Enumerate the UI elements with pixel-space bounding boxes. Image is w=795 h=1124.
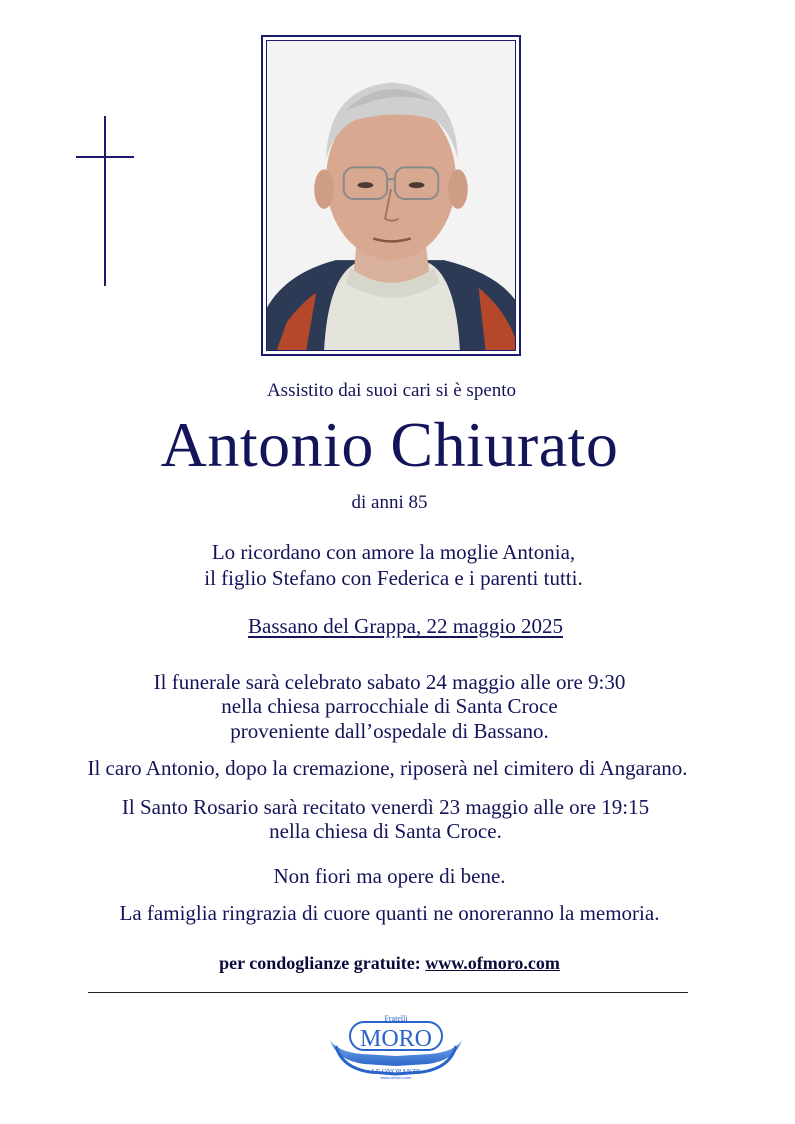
funeral-line: proveniente dall’ospedale di Bassano. xyxy=(230,719,549,743)
place-date-text: Bassano del Grappa, 22 maggio 2025 xyxy=(248,614,563,638)
rosary-line: Il Santo Rosario sarà recitato venerdì 23 maggio alle ore 19:15 xyxy=(121,795,650,819)
intro-text: Assistito dai suoi cari si è spento xyxy=(266,380,517,401)
divider xyxy=(88,992,688,993)
condolences-link[interactable]: www.ofmoro.com xyxy=(425,953,560,973)
place-date xyxy=(8,614,795,639)
condolences-line xyxy=(0,953,787,974)
fratelli-moro-logo xyxy=(326,1012,466,1080)
age-text: di anni 85 xyxy=(351,492,428,513)
cross-icon xyxy=(76,116,134,286)
burial-text: Il caro Antonio, dopo la cremazione, riposerà nel cimitero di Angarano. xyxy=(87,756,688,780)
hands-icon xyxy=(326,1012,466,1080)
logo-top-text: Fratelli xyxy=(384,1014,408,1023)
remembrance-line: Lo ricordano con amore la moglie Antonia, xyxy=(211,540,576,564)
no-flowers-text: Non fiori ma opere di bene. xyxy=(273,864,506,888)
rosary-line: nella chiesa di Santa Croce. xyxy=(269,819,502,843)
logo-url-text: www.ofmoro.com xyxy=(380,1075,412,1080)
logo-sub-text: LE ONORANZE xyxy=(371,1068,421,1076)
condolences-label: per condoglianze gratuite: xyxy=(219,953,421,973)
funeral-line: Il funerale sarà celebrato sabato 24 maggio alle ore 9:30 xyxy=(153,670,626,694)
remembrance-line: il figlio Stefano con Federica e i parenti tutti. xyxy=(204,566,583,590)
deceased-name: Antonio Chiurato xyxy=(160,409,619,480)
logo-main-text: MORO xyxy=(359,1026,433,1052)
portrait-photo-frame xyxy=(261,35,521,356)
thanks-text: La famiglia ringrazia di cuore quanti ne onoreranno la memoria. xyxy=(119,901,660,925)
portrait-photo xyxy=(266,40,516,351)
funeral-line: nella chiesa parrocchiale di Santa Croce xyxy=(221,694,558,718)
